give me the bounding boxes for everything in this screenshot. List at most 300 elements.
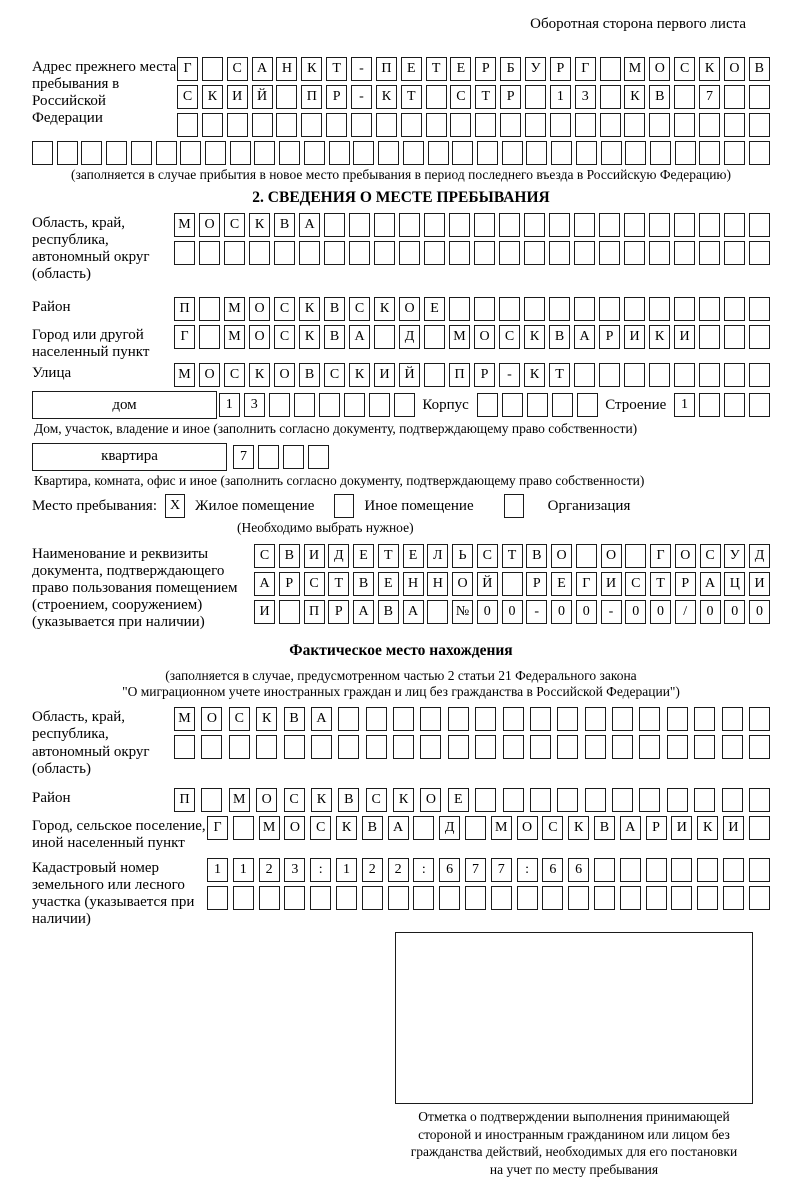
char-cell[interactable] bbox=[612, 735, 633, 759]
char-cell[interactable] bbox=[599, 213, 620, 237]
char-cell[interactable]: Т bbox=[650, 572, 671, 596]
char-cell[interactable]: / bbox=[675, 600, 696, 624]
char-cell[interactable]: К bbox=[649, 325, 670, 349]
char-cell[interactable]: К bbox=[336, 816, 357, 840]
char-cell[interactable]: Й bbox=[399, 363, 420, 387]
char-cell[interactable] bbox=[324, 241, 345, 265]
char-cell[interactable]: О bbox=[399, 297, 420, 321]
char-cell[interactable] bbox=[568, 886, 589, 910]
char-cell[interactable] bbox=[465, 816, 486, 840]
char-cell[interactable]: А bbox=[620, 816, 641, 840]
char-cell[interactable] bbox=[724, 393, 745, 417]
char-cell[interactable] bbox=[174, 735, 195, 759]
char-cell[interactable] bbox=[474, 297, 495, 321]
char-cell[interactable] bbox=[351, 113, 372, 137]
char-cell[interactable] bbox=[256, 735, 277, 759]
char-cell[interactable] bbox=[551, 141, 572, 165]
char-cell[interactable]: Т bbox=[328, 572, 349, 596]
char-cell[interactable]: С bbox=[229, 707, 250, 731]
char-cell[interactable] bbox=[542, 886, 563, 910]
char-cell[interactable] bbox=[699, 363, 720, 387]
char-cell[interactable] bbox=[649, 213, 670, 237]
char-cell[interactable] bbox=[233, 816, 254, 840]
char-cell[interactable] bbox=[599, 297, 620, 321]
char-cell[interactable]: А bbox=[299, 213, 320, 237]
char-cell[interactable] bbox=[475, 735, 496, 759]
char-cell[interactable]: 1 bbox=[207, 858, 228, 882]
char-cell[interactable]: 0 bbox=[724, 600, 745, 624]
char-cell[interactable]: Р bbox=[328, 600, 349, 624]
char-cell[interactable] bbox=[207, 886, 228, 910]
char-cell[interactable]: Р bbox=[599, 325, 620, 349]
char-cell[interactable] bbox=[574, 213, 595, 237]
char-cell[interactable] bbox=[723, 858, 744, 882]
char-cell[interactable] bbox=[749, 816, 770, 840]
char-cell[interactable]: В bbox=[649, 85, 670, 109]
char-cell[interactable]: - bbox=[351, 85, 372, 109]
char-cell[interactable] bbox=[671, 886, 692, 910]
char-cell[interactable] bbox=[276, 85, 297, 109]
char-cell[interactable] bbox=[525, 113, 546, 137]
char-cell[interactable]: В bbox=[279, 544, 300, 568]
char-cell[interactable]: О bbox=[249, 325, 270, 349]
char-cell[interactable]: 6 bbox=[542, 858, 563, 882]
char-cell[interactable] bbox=[527, 393, 548, 417]
char-cell[interactable] bbox=[452, 141, 473, 165]
char-cell[interactable] bbox=[697, 858, 718, 882]
char-cell[interactable]: А bbox=[403, 600, 424, 624]
char-cell[interactable] bbox=[674, 113, 695, 137]
char-cell[interactable] bbox=[353, 141, 374, 165]
char-cell[interactable] bbox=[525, 85, 546, 109]
char-cell[interactable] bbox=[502, 141, 523, 165]
char-cell[interactable] bbox=[259, 886, 280, 910]
char-cell[interactable] bbox=[749, 141, 770, 165]
char-cell[interactable] bbox=[427, 600, 448, 624]
char-cell[interactable] bbox=[624, 363, 645, 387]
char-cell[interactable]: П bbox=[449, 363, 470, 387]
char-cell[interactable]: К bbox=[624, 85, 645, 109]
char-cell[interactable]: Т bbox=[549, 363, 570, 387]
char-cell[interactable] bbox=[420, 707, 441, 731]
char-cell[interactable] bbox=[269, 393, 290, 417]
char-cell[interactable]: 0 bbox=[576, 600, 597, 624]
char-cell[interactable] bbox=[294, 393, 315, 417]
checkbox-organizatsiya[interactable] bbox=[504, 494, 524, 518]
char-cell[interactable] bbox=[474, 213, 495, 237]
char-cell[interactable] bbox=[749, 213, 770, 237]
char-cell[interactable] bbox=[503, 735, 524, 759]
char-cell[interactable] bbox=[667, 788, 688, 812]
char-cell[interactable] bbox=[724, 85, 745, 109]
char-cell[interactable] bbox=[227, 113, 248, 137]
char-cell[interactable] bbox=[724, 213, 745, 237]
char-cell[interactable]: Й bbox=[252, 85, 273, 109]
char-cell[interactable]: С bbox=[224, 363, 245, 387]
char-cell[interactable]: О bbox=[199, 213, 220, 237]
char-cell[interactable] bbox=[326, 113, 347, 137]
char-cell[interactable]: В bbox=[353, 572, 374, 596]
char-cell[interactable]: О bbox=[284, 816, 305, 840]
char-cell[interactable]: Д bbox=[328, 544, 349, 568]
char-cell[interactable]: Н bbox=[427, 572, 448, 596]
char-cell[interactable] bbox=[378, 141, 399, 165]
char-cell[interactable] bbox=[374, 213, 395, 237]
char-cell[interactable] bbox=[549, 213, 570, 237]
char-cell[interactable] bbox=[475, 113, 496, 137]
char-cell[interactable] bbox=[649, 297, 670, 321]
char-cell[interactable]: 6 bbox=[439, 858, 460, 882]
char-cell[interactable] bbox=[600, 113, 621, 137]
char-cell[interactable] bbox=[258, 445, 279, 469]
char-cell[interactable] bbox=[301, 113, 322, 137]
char-cell[interactable] bbox=[749, 788, 770, 812]
char-cell[interactable] bbox=[667, 707, 688, 731]
char-cell[interactable] bbox=[393, 707, 414, 731]
char-cell[interactable]: В bbox=[324, 325, 345, 349]
char-cell[interactable]: С bbox=[304, 572, 325, 596]
char-cell[interactable]: К bbox=[349, 363, 370, 387]
char-cell[interactable] bbox=[749, 707, 770, 731]
char-cell[interactable]: К bbox=[374, 297, 395, 321]
char-cell[interactable]: Е bbox=[403, 544, 424, 568]
char-cell[interactable]: Р bbox=[500, 85, 521, 109]
char-cell[interactable]: М bbox=[259, 816, 280, 840]
char-cell[interactable] bbox=[557, 707, 578, 731]
char-cell[interactable] bbox=[177, 113, 198, 137]
char-cell[interactable]: П bbox=[174, 788, 195, 812]
char-cell[interactable]: К bbox=[376, 85, 397, 109]
char-cell[interactable]: К bbox=[299, 325, 320, 349]
char-cell[interactable] bbox=[475, 707, 496, 731]
char-cell[interactable]: 0 bbox=[477, 600, 498, 624]
char-cell[interactable]: - bbox=[351, 57, 372, 81]
char-cell[interactable] bbox=[254, 141, 275, 165]
char-cell[interactable]: Р bbox=[279, 572, 300, 596]
char-cell[interactable]: С bbox=[477, 544, 498, 568]
char-cell[interactable]: Р bbox=[475, 57, 496, 81]
char-cell[interactable] bbox=[620, 858, 641, 882]
char-cell[interactable] bbox=[550, 113, 571, 137]
char-cell[interactable] bbox=[283, 445, 304, 469]
char-cell[interactable] bbox=[299, 241, 320, 265]
char-cell[interactable] bbox=[749, 113, 770, 137]
char-cell[interactable] bbox=[699, 141, 720, 165]
char-cell[interactable]: : bbox=[413, 858, 434, 882]
char-cell[interactable] bbox=[500, 113, 521, 137]
char-cell[interactable] bbox=[474, 241, 495, 265]
char-cell[interactable] bbox=[749, 363, 770, 387]
char-cell[interactable] bbox=[233, 886, 254, 910]
char-cell[interactable]: В bbox=[549, 325, 570, 349]
char-cell[interactable] bbox=[428, 141, 449, 165]
char-cell[interactable] bbox=[499, 241, 520, 265]
char-cell[interactable]: - bbox=[499, 363, 520, 387]
char-cell[interactable] bbox=[393, 735, 414, 759]
char-cell[interactable] bbox=[376, 113, 397, 137]
char-cell[interactable]: 7 bbox=[491, 858, 512, 882]
char-cell[interactable]: Т bbox=[326, 57, 347, 81]
char-cell[interactable] bbox=[694, 707, 715, 731]
char-cell[interactable] bbox=[674, 85, 695, 109]
char-cell[interactable]: В bbox=[749, 57, 770, 81]
char-cell[interactable]: И bbox=[624, 325, 645, 349]
char-cell[interactable]: К bbox=[299, 297, 320, 321]
char-cell[interactable] bbox=[276, 113, 297, 137]
char-cell[interactable] bbox=[675, 141, 696, 165]
char-cell[interactable]: Е bbox=[353, 544, 374, 568]
char-cell[interactable] bbox=[576, 141, 597, 165]
char-cell[interactable] bbox=[674, 363, 695, 387]
char-cell[interactable]: Е bbox=[551, 572, 572, 596]
char-cell[interactable]: Г bbox=[576, 572, 597, 596]
char-cell[interactable] bbox=[249, 241, 270, 265]
char-cell[interactable] bbox=[749, 85, 770, 109]
char-cell[interactable] bbox=[81, 141, 102, 165]
char-cell[interactable]: Е bbox=[424, 297, 445, 321]
char-cell[interactable]: В bbox=[274, 213, 295, 237]
checkbox-inoe[interactable] bbox=[334, 494, 354, 518]
char-cell[interactable] bbox=[722, 788, 743, 812]
char-cell[interactable] bbox=[674, 297, 695, 321]
char-cell[interactable] bbox=[530, 735, 551, 759]
char-cell[interactable]: А bbox=[700, 572, 721, 596]
char-cell[interactable]: Р bbox=[326, 85, 347, 109]
char-cell[interactable] bbox=[524, 297, 545, 321]
char-cell[interactable]: В bbox=[299, 363, 320, 387]
char-cell[interactable]: К bbox=[699, 57, 720, 81]
char-cell[interactable] bbox=[620, 886, 641, 910]
char-cell[interactable] bbox=[491, 886, 512, 910]
char-cell[interactable]: С bbox=[366, 788, 387, 812]
char-cell[interactable]: В bbox=[284, 707, 305, 731]
char-cell[interactable]: М bbox=[491, 816, 512, 840]
char-cell[interactable] bbox=[600, 57, 621, 81]
char-cell[interactable] bbox=[517, 886, 538, 910]
char-cell[interactable]: Е bbox=[401, 57, 422, 81]
char-cell[interactable] bbox=[465, 886, 486, 910]
char-cell[interactable]: С bbox=[349, 297, 370, 321]
char-cell[interactable]: О bbox=[474, 325, 495, 349]
char-cell[interactable]: О bbox=[724, 57, 745, 81]
char-cell[interactable] bbox=[311, 735, 332, 759]
char-cell[interactable]: 1 bbox=[219, 393, 240, 417]
char-cell[interactable] bbox=[650, 141, 671, 165]
char-cell[interactable]: О bbox=[551, 544, 572, 568]
char-cell[interactable]: Р bbox=[675, 572, 696, 596]
char-cell[interactable]: К bbox=[256, 707, 277, 731]
char-cell[interactable]: М bbox=[174, 213, 195, 237]
char-cell[interactable]: И bbox=[749, 572, 770, 596]
char-cell[interactable]: Л bbox=[427, 544, 448, 568]
char-cell[interactable] bbox=[252, 113, 273, 137]
char-cell[interactable] bbox=[601, 141, 622, 165]
char-cell[interactable]: 2 bbox=[259, 858, 280, 882]
char-cell[interactable] bbox=[599, 363, 620, 387]
char-cell[interactable] bbox=[585, 707, 606, 731]
char-cell[interactable]: : bbox=[310, 858, 331, 882]
char-cell[interactable] bbox=[499, 213, 520, 237]
char-cell[interactable]: У bbox=[525, 57, 546, 81]
char-cell[interactable] bbox=[749, 325, 770, 349]
char-cell[interactable] bbox=[57, 141, 78, 165]
char-cell[interactable]: : bbox=[517, 858, 538, 882]
char-cell[interactable]: Е bbox=[448, 788, 469, 812]
char-cell[interactable]: П bbox=[301, 85, 322, 109]
char-cell[interactable] bbox=[624, 297, 645, 321]
char-cell[interactable]: У bbox=[724, 544, 745, 568]
char-cell[interactable]: И bbox=[374, 363, 395, 387]
char-cell[interactable] bbox=[403, 141, 424, 165]
char-cell[interactable] bbox=[530, 707, 551, 731]
char-cell[interactable] bbox=[724, 113, 745, 137]
char-cell[interactable]: - bbox=[601, 600, 622, 624]
char-cell[interactable] bbox=[448, 707, 469, 731]
char-cell[interactable] bbox=[450, 113, 471, 137]
char-cell[interactable]: Т bbox=[426, 57, 447, 81]
char-cell[interactable] bbox=[694, 788, 715, 812]
char-cell[interactable]: О bbox=[274, 363, 295, 387]
char-cell[interactable] bbox=[594, 858, 615, 882]
char-cell[interactable]: Д bbox=[749, 544, 770, 568]
char-cell[interactable]: И bbox=[671, 816, 692, 840]
char-cell[interactable]: В bbox=[324, 297, 345, 321]
char-cell[interactable] bbox=[646, 858, 667, 882]
char-cell[interactable]: 0 bbox=[650, 600, 671, 624]
char-cell[interactable] bbox=[577, 393, 598, 417]
char-cell[interactable] bbox=[424, 213, 445, 237]
char-cell[interactable]: 1 bbox=[674, 393, 695, 417]
char-cell[interactable]: О bbox=[249, 297, 270, 321]
char-cell[interactable]: О bbox=[256, 788, 277, 812]
char-cell[interactable]: Г bbox=[575, 57, 596, 81]
checkbox-zhiloe[interactable]: X bbox=[165, 494, 185, 518]
char-cell[interactable] bbox=[279, 141, 300, 165]
char-cell[interactable] bbox=[585, 788, 606, 812]
char-cell[interactable] bbox=[413, 816, 434, 840]
char-cell[interactable] bbox=[574, 297, 595, 321]
char-cell[interactable]: И bbox=[304, 544, 325, 568]
char-cell[interactable]: И bbox=[723, 816, 744, 840]
char-cell[interactable]: 2 bbox=[388, 858, 409, 882]
char-cell[interactable] bbox=[699, 241, 720, 265]
char-cell[interactable]: Н bbox=[276, 57, 297, 81]
char-cell[interactable] bbox=[557, 735, 578, 759]
char-cell[interactable]: Т bbox=[502, 544, 523, 568]
char-cell[interactable]: С bbox=[274, 325, 295, 349]
char-cell[interactable] bbox=[284, 886, 305, 910]
char-cell[interactable]: Ц bbox=[724, 572, 745, 596]
char-cell[interactable]: Г bbox=[207, 816, 228, 840]
char-cell[interactable]: О bbox=[420, 788, 441, 812]
char-cell[interactable] bbox=[413, 886, 434, 910]
char-cell[interactable]: 1 bbox=[233, 858, 254, 882]
char-cell[interactable]: М bbox=[174, 363, 195, 387]
char-cell[interactable] bbox=[230, 141, 251, 165]
char-cell[interactable] bbox=[749, 858, 770, 882]
char-cell[interactable]: К bbox=[301, 57, 322, 81]
char-cell[interactable]: А bbox=[252, 57, 273, 81]
char-cell[interactable] bbox=[449, 241, 470, 265]
char-cell[interactable] bbox=[574, 363, 595, 387]
char-cell[interactable] bbox=[202, 113, 223, 137]
char-cell[interactable] bbox=[424, 241, 445, 265]
char-cell[interactable] bbox=[499, 297, 520, 321]
char-cell[interactable] bbox=[697, 886, 718, 910]
char-cell[interactable] bbox=[524, 213, 545, 237]
char-cell[interactable] bbox=[625, 544, 646, 568]
char-cell[interactable] bbox=[274, 241, 295, 265]
char-cell[interactable]: 7 bbox=[465, 858, 486, 882]
char-cell[interactable]: И bbox=[601, 572, 622, 596]
char-cell[interactable] bbox=[399, 213, 420, 237]
char-cell[interactable] bbox=[388, 886, 409, 910]
char-cell[interactable]: 7 bbox=[699, 85, 720, 109]
char-cell[interactable]: М bbox=[624, 57, 645, 81]
char-cell[interactable]: С bbox=[324, 363, 345, 387]
char-cell[interactable]: Р bbox=[526, 572, 547, 596]
char-cell[interactable] bbox=[156, 141, 177, 165]
char-cell[interactable]: В bbox=[378, 600, 399, 624]
char-cell[interactable] bbox=[201, 735, 222, 759]
char-cell[interactable] bbox=[394, 393, 415, 417]
char-cell[interactable] bbox=[749, 735, 770, 759]
char-cell[interactable]: А bbox=[388, 816, 409, 840]
char-cell[interactable] bbox=[32, 141, 53, 165]
char-cell[interactable]: № bbox=[452, 600, 473, 624]
char-cell[interactable] bbox=[646, 886, 667, 910]
char-cell[interactable]: Б bbox=[500, 57, 521, 81]
char-cell[interactable] bbox=[549, 297, 570, 321]
char-cell[interactable]: С bbox=[227, 57, 248, 81]
char-cell[interactable] bbox=[722, 735, 743, 759]
char-cell[interactable] bbox=[585, 735, 606, 759]
char-cell[interactable]: Р bbox=[550, 57, 571, 81]
char-cell[interactable]: М bbox=[229, 788, 250, 812]
char-cell[interactable]: 3 bbox=[244, 393, 265, 417]
char-cell[interactable]: П bbox=[376, 57, 397, 81]
char-cell[interactable] bbox=[336, 886, 357, 910]
char-cell[interactable] bbox=[366, 735, 387, 759]
char-cell[interactable] bbox=[424, 325, 445, 349]
char-cell[interactable]: 1 bbox=[336, 858, 357, 882]
char-cell[interactable]: Т bbox=[401, 85, 422, 109]
char-cell[interactable] bbox=[180, 141, 201, 165]
char-cell[interactable]: И bbox=[227, 85, 248, 109]
char-cell[interactable] bbox=[612, 707, 633, 731]
char-cell[interactable]: К bbox=[202, 85, 223, 109]
char-cell[interactable] bbox=[329, 141, 350, 165]
char-cell[interactable] bbox=[722, 707, 743, 731]
char-cell[interactable] bbox=[349, 241, 370, 265]
char-cell[interactable] bbox=[284, 735, 305, 759]
char-cell[interactable] bbox=[374, 241, 395, 265]
char-cell[interactable] bbox=[475, 788, 496, 812]
char-cell[interactable] bbox=[649, 241, 670, 265]
char-cell[interactable] bbox=[503, 788, 524, 812]
char-cell[interactable] bbox=[349, 213, 370, 237]
char-cell[interactable] bbox=[699, 113, 720, 137]
char-cell[interactable]: М bbox=[224, 325, 245, 349]
char-cell[interactable] bbox=[338, 707, 359, 731]
char-cell[interactable] bbox=[674, 213, 695, 237]
char-cell[interactable] bbox=[624, 113, 645, 137]
char-cell[interactable] bbox=[526, 141, 547, 165]
char-cell[interactable]: Г bbox=[174, 325, 195, 349]
char-cell[interactable]: Г bbox=[650, 544, 671, 568]
char-cell[interactable] bbox=[338, 735, 359, 759]
char-cell[interactable]: А bbox=[311, 707, 332, 731]
